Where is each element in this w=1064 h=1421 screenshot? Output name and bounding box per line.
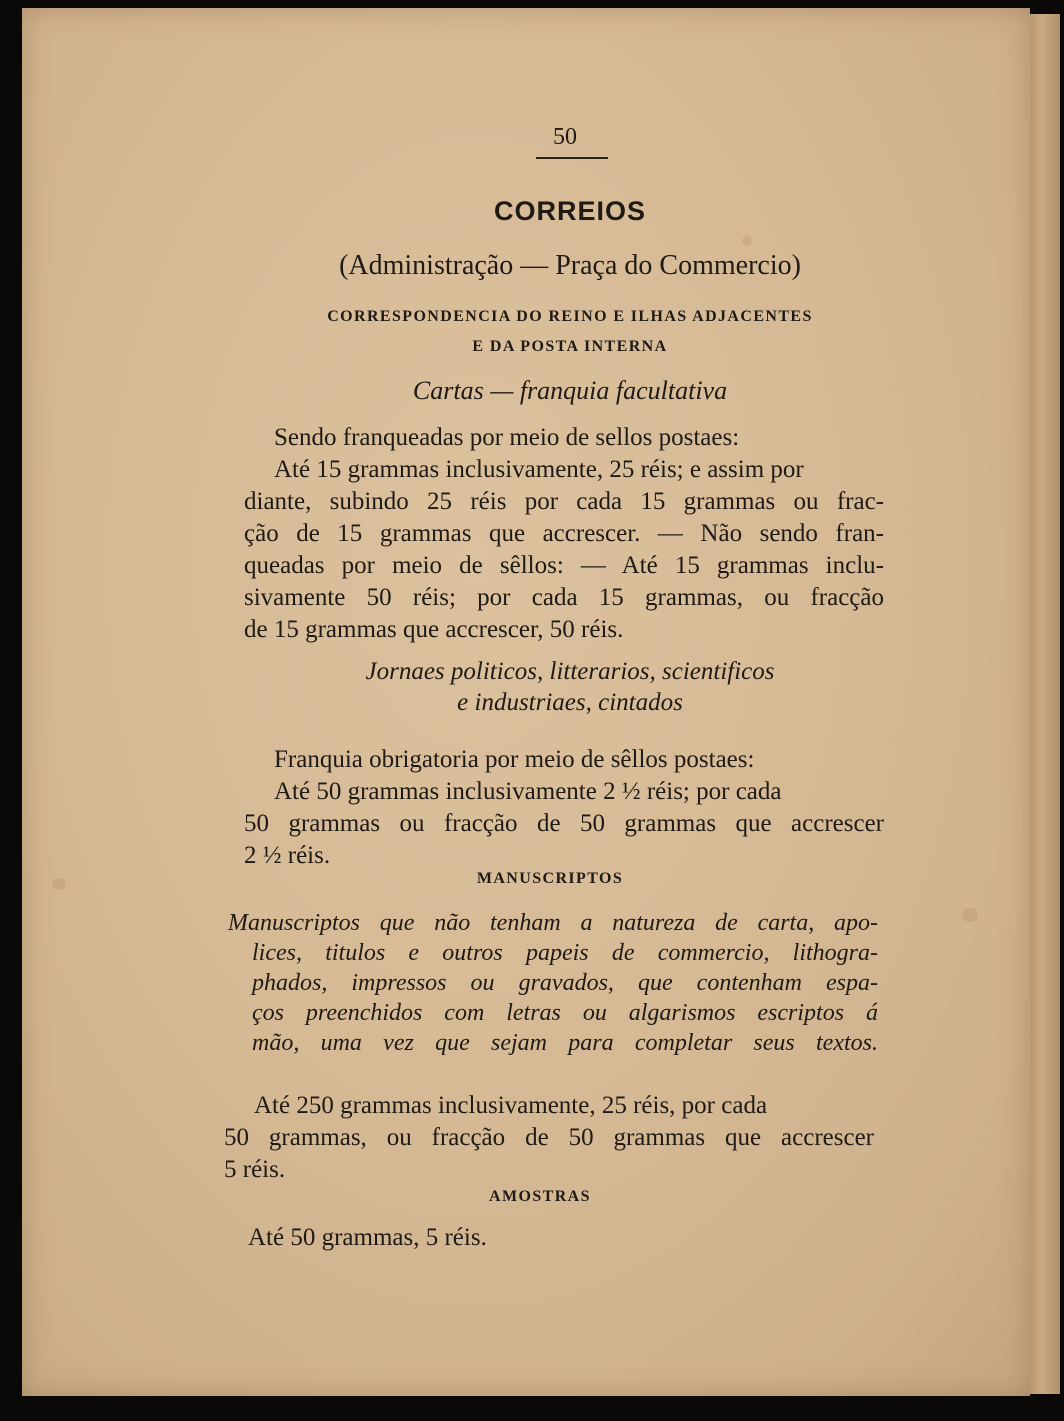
text-line: Sendo franqueadas por meio de sellos postaes: xyxy=(274,424,740,451)
text-line: Franquia obrigatoria por meio de sêllos postaes: xyxy=(274,746,755,773)
manuscriptos-rates xyxy=(224,1090,874,1186)
section-heading-line2: E DA POSTA INTERNA xyxy=(472,338,668,355)
text-line: Até 250 grammas inclusivamente, 25 réis, por cada xyxy=(254,1092,768,1119)
jornaes-heading-line1: Jornaes politicos, litterarios, scientificos xyxy=(365,658,775,685)
manuscriptos-description xyxy=(228,908,878,1058)
paper-stain xyxy=(962,908,978,922)
text-line: phados, impressos ou gravados, que contenham espa- xyxy=(252,970,878,996)
text-line: 50 grammas, ou fracção de 50 grammas que accrescer xyxy=(224,1124,874,1151)
text-line: de 15 grammas que accrescer, 50 réis. xyxy=(244,616,624,643)
text-line: ção de 15 grammas que accrescer. — Não sendo fran- xyxy=(244,520,884,547)
book-gutter xyxy=(1030,14,1060,1394)
text-line: lices, titulos e outros papeis de commercio, lithogra- xyxy=(252,940,878,966)
jornaes-paragraph xyxy=(244,744,884,872)
text-line: diante, subindo 25 réis por cada 15 grammas ou frac- xyxy=(244,488,884,515)
page-number: 50 xyxy=(553,124,577,150)
jornaes-heading xyxy=(300,656,840,718)
text-line: 50 grammas ou fracção de 50 grammas que accrescer xyxy=(244,810,884,837)
amostras-heading: AMOSTRAS xyxy=(489,1188,591,1205)
section-heading-line1: CORRESPONDENCIA DO REINO E ILHAS ADJACENTES xyxy=(327,308,813,325)
text-line: Manuscriptos que não tenham a natureza de carta, apo- xyxy=(228,910,878,936)
text-line: queadas por meio de sêllos: — Até 15 grammas inclu- xyxy=(244,552,884,579)
text-line: ços preenchidos com letras ou algarismos escriptos á xyxy=(252,1000,878,1026)
cartas-paragraph xyxy=(244,422,884,646)
jornaes-heading-line2: e industriaes, cintados xyxy=(457,689,683,716)
page-number-rule xyxy=(536,157,608,159)
manuscriptos-heading: MANUSCRIPTOS xyxy=(476,870,624,887)
text-line: mão, uma vez que sejam para completar seus textos. xyxy=(252,1030,878,1056)
text-line: sivamente 50 réis; por cada 15 grammas, ou fracção xyxy=(244,584,884,611)
text-line: Até 50 grammas inclusivamente 2 ½ réis; por cada xyxy=(274,778,782,805)
text-line: 2 ½ réis. xyxy=(244,842,331,869)
text-line: Até 15 grammas inclusivamente, 25 réis; e assim por xyxy=(274,456,804,483)
cartas-heading: Cartas — franquia facultativa xyxy=(412,376,728,405)
paper-stain xyxy=(742,236,752,246)
paper-stain xyxy=(52,878,66,890)
amostras-line: Até 50 grammas, 5 réis. xyxy=(248,1224,487,1251)
page-title: CORREIOS xyxy=(493,196,647,226)
text-line: 5 réis. xyxy=(224,1156,286,1183)
page-subtitle: (Administração — Praça do Commercio) xyxy=(339,250,801,281)
